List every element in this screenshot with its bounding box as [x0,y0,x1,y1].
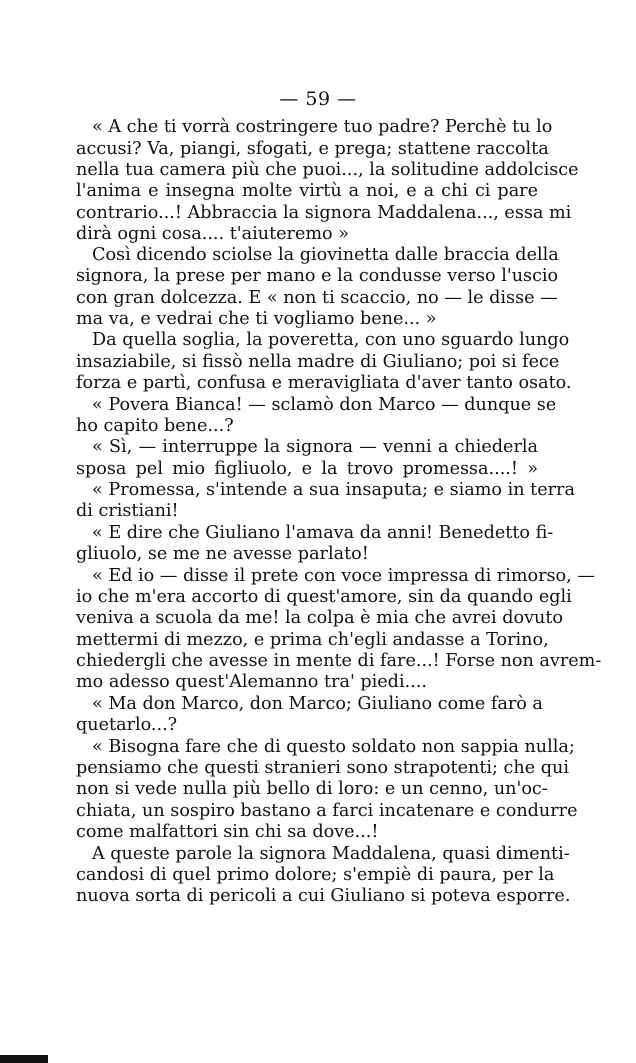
text-line: « E dire che Giuliano l'amava da anni! Benedetto fi- [92,523,554,543]
text-line: insaziabile, si fissò nella madre di Giuliano; poi si fece [76,352,560,372]
text-line: candosi di quel primo dolore; s'empiè di paura, per la [76,865,555,885]
text-line: mettermi di mezzo, e prima ch'egli andasse a Torino, [76,630,549,650]
text-line: accusi? Va, piangi, sfogati, e prega; stattene raccolta [76,139,549,159]
text-line: quetarlo...? [76,715,178,735]
text-line: l'anima e insegna molte virtù a noi, e a chi ci pare [76,181,538,201]
text-line: Da quella soglia, la poveretta, con uno sguardo lungo [92,330,570,350]
scan-edge-mark [0,1055,48,1063]
text-line: forza e partì, confusa e meravigliata d'aver tanto osato. [76,373,572,393]
page-number: — 59 — [279,88,357,110]
text-line: nuova sorta di pericoli a cui Giuliano si poteva esporre. [76,886,571,906]
text-line: gliuolo, se me ne avesse parlato! [76,544,369,564]
text-line: sposa pel mio figliuolo, e la trovo promessa....! » [76,459,538,479]
text-line: mo adesso quest'Alemanno tra' piedi.... [76,672,427,692]
text-line: ma va, e vedrai che ti vogliamo bene... » [76,309,437,329]
text-line: veniva a scuola da me! la colpa è mia che avrei dovuto [76,608,563,628]
text-line: di cristiani! [76,501,179,521]
text-line: come malfattori sin chi sa dove...! [76,822,379,842]
text-line: dirà ogni cosa.... t'aiuteremo » [76,224,350,244]
text-line: non si vede nulla più bello di loro: e un cenno, un'oc- [76,779,548,799]
text-line: « Povera Bianca! — sclamò don Marco — dunque se [92,395,557,415]
text-line: con gran dolcezza. E « non ti scaccio, no — le disse — [76,288,558,308]
text-line: « Sì, — interruppe la signora — venni a chiederla [92,437,538,457]
text-line: A queste parole la signora Maddalena, quasi dimenti- [92,844,570,864]
text-line: « A che ti vorrà costringere tuo padre? Perchè tu lo [92,117,553,137]
text-line: signora, la prese per mano e la condusse verso l'uscio [76,266,559,286]
text-line: ho capito bene...? [76,416,234,436]
text-line: chiata, un sospiro bastano a farci incatenare e condurre [76,801,578,821]
text-line: chiedergli che avesse in mente di fare...! Forse non avrem- [76,651,602,671]
text-line: « Bisogna fare che di questo soldato non sappia nulla; [92,737,575,757]
text-line: Così dicendo sciolse la giovinetta dalle braccia della [92,245,559,265]
text-line: « Ma don Marco, don Marco; Giuliano come farò a [92,694,543,714]
text-line: « Promessa, s'intende a sua insaputa; e siamo in terra [92,480,575,500]
text-line: nella tua camera più che puoi..., la solitudine addolcisce [76,160,579,180]
text-line: pensiamo che questi stranieri sono strapotenti; che qui [76,758,569,778]
text-line: contrario...! Abbraccia la signora Maddalena..., essa mi [76,203,572,223]
text-line: io che m'era accorto di quest'amore, sin da quando egli [76,587,572,607]
text-line: « Ed io — disse il prete con voce impressa di rimorso, — [92,566,595,586]
